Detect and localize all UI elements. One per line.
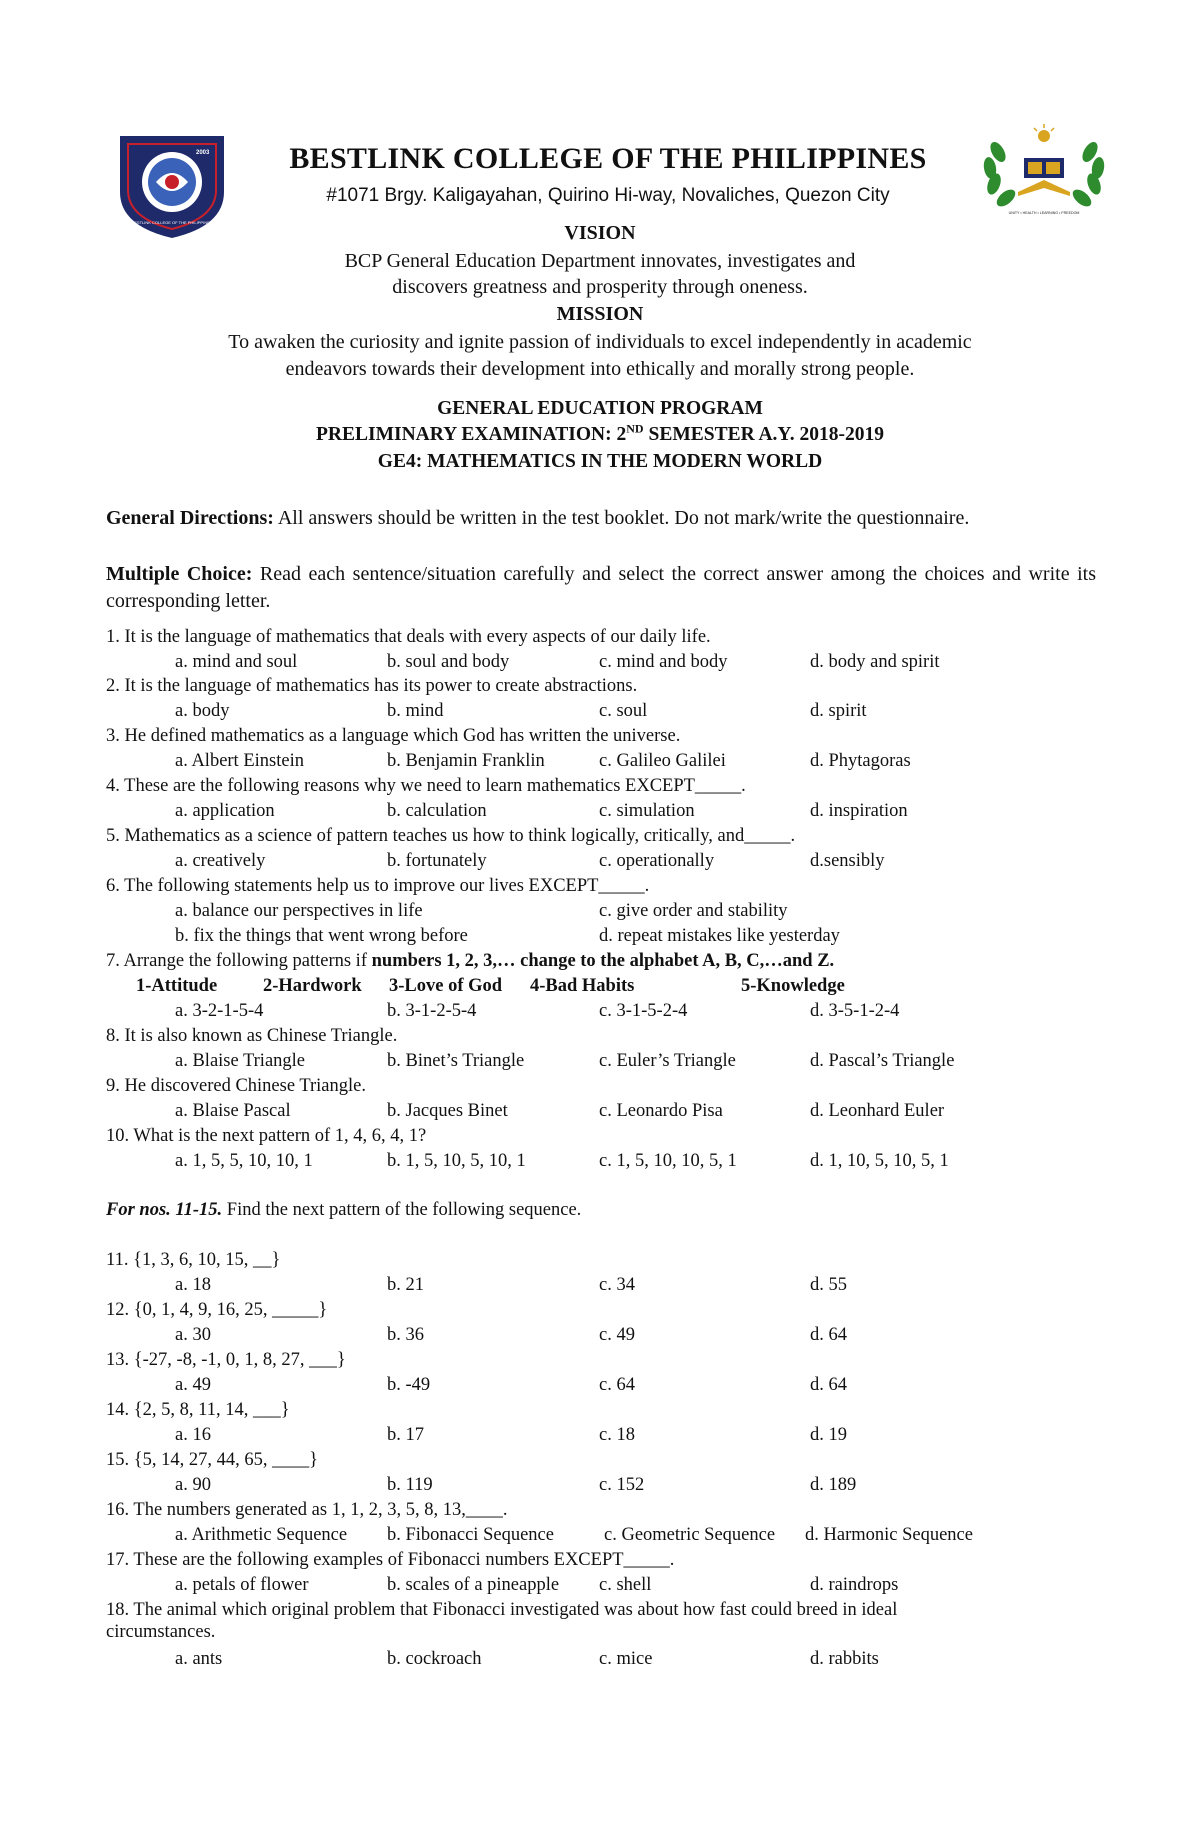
q8-option-a: a. Blaise Triangle	[175, 1051, 306, 1071]
q9-option-c: c. Leonardo Pisa	[599, 1101, 723, 1121]
q6-option-d: d. repeat mistakes like yesterday	[599, 926, 840, 946]
general-directions: General Directions: All answers should be written in the test booklet. Do not mark/write the questionnaire.	[106, 507, 970, 529]
question-17: 17. These are the following examples of Fibonacci numbers EXCEPT_____.	[106, 1550, 675, 1570]
q7-option-a: a. 3-2-1-5-4	[175, 1001, 264, 1021]
q1-option-a: a. mind and soul	[175, 652, 298, 672]
q4-option-d: d. inspiration	[810, 801, 908, 821]
pattern-2: 2-Hardwork	[263, 976, 362, 996]
q17-option-c: c. shell	[599, 1575, 652, 1595]
q11-option-c: c. 34	[599, 1275, 635, 1295]
question-8: 8. It is also known as Chinese Triangle.	[106, 1026, 398, 1046]
department-seal-logo	[974, 122, 1114, 218]
q5-option-b: b. fortunately	[387, 851, 487, 871]
q2-option-c: c. soul	[599, 701, 648, 721]
q11-option-a: a. 18	[175, 1275, 211, 1295]
q8-option-c: c. Euler’s Triangle	[599, 1051, 736, 1071]
q1-option-d: d. body and spirit	[810, 652, 940, 672]
q14-option-d: d. 19	[810, 1425, 847, 1445]
question-18-continued: circumstances.	[106, 1622, 216, 1642]
pattern-3: 3-Love of God	[389, 976, 503, 996]
pattern-4: 4-Bad Habits	[530, 976, 635, 996]
q5-option-d: d.sensibly	[810, 851, 885, 871]
q12-option-d: d. 64	[810, 1325, 847, 1345]
q13-option-b: b. -49	[387, 1375, 431, 1395]
question-2: 2. It is the language of mathematics has its power to create abstractions.	[106, 676, 638, 696]
mission-title: MISSION	[556, 303, 644, 325]
q4-option-a: a. application	[175, 801, 275, 821]
q2-option-a: a. body	[175, 701, 230, 721]
vision-line-1: BCP General Education Department innovates, investigates and	[344, 250, 856, 272]
q14-option-c: c. 18	[599, 1425, 635, 1445]
q3-option-c: c. Galileo Galilei	[599, 751, 726, 771]
q11-option-d: d. 55	[810, 1275, 847, 1295]
q1-option-b: b. soul and body	[387, 652, 510, 672]
q10-option-d: d. 1, 10, 5, 10, 5, 1	[810, 1151, 949, 1171]
question-11: 11. {1, 3, 6, 10, 15, __}	[106, 1250, 281, 1270]
q16-option-d: d. Harmonic Sequence	[805, 1525, 973, 1545]
exam-title: PRELIMINARY EXAMINATION: 2ND SEMESTER A.Y. 2018-2019	[316, 421, 884, 445]
q15-option-d: d. 189	[810, 1475, 857, 1495]
question-9: 9. He discovered Chinese Triangle.	[106, 1076, 366, 1096]
q15-option-c: c. 152	[599, 1475, 645, 1495]
vision-line-2: discovers greatness and prosperity through oneness.	[392, 276, 808, 298]
q13-option-c: c. 64	[599, 1375, 635, 1395]
q7-option-b: b. 3-1-2-5-4	[387, 1001, 477, 1021]
q12-option-a: a. 30	[175, 1325, 211, 1345]
question-6: 6. The following statements help us to improve our lives EXCEPT_____.	[106, 876, 650, 896]
q3-option-d: d. Phytagoras	[810, 751, 911, 771]
q14-option-b: b. 17	[387, 1425, 424, 1445]
question-14: 14. {2, 5, 8, 11, 14, ___}	[106, 1400, 290, 1420]
svg-text:UNITY • HEALTH • LEARNING • FR: UNITY • HEALTH • LEARNING • FREEDOM	[1008, 211, 1080, 215]
q6-option-a: a. balance our perspectives in life	[175, 901, 423, 921]
q12-option-c: c. 49	[599, 1325, 635, 1345]
q8-option-d: d. Pascal’s Triangle	[810, 1051, 955, 1071]
q6-option-c: c. give order and stability	[599, 901, 788, 921]
q14-option-a: a. 16	[175, 1425, 211, 1445]
q18-option-a: a. ants	[175, 1649, 223, 1669]
q15-option-a: a. 90	[175, 1475, 211, 1495]
q16-option-c: c. Geometric Sequence	[604, 1525, 776, 1545]
question-4: 4. These are the following reasons why we need to learn mathematics EXCEPT_____.	[106, 776, 746, 796]
college-address: #1071 Brgy. Kaligayahan, Quirino Hi-way, Novaliches, Quezon City	[326, 185, 890, 206]
q9-option-b: b. Jacques Binet	[387, 1101, 508, 1121]
q4-option-c: c. simulation	[599, 801, 695, 821]
mission-line-2: endeavors towards their development into ethically and morally strong people.	[285, 358, 915, 380]
question-15: 15. {5, 14, 27, 44, 65, ____}	[106, 1450, 319, 1470]
q15-option-b: b. 119	[387, 1475, 433, 1495]
q16-option-b: b. Fibonacci Sequence	[387, 1525, 554, 1545]
question-5: 5. Mathematics as a science of pattern teaches us how to think logically, critically, and_____.	[106, 826, 796, 846]
q3-option-a: a. Albert Einstein	[175, 751, 304, 771]
q13-option-a: a. 49	[175, 1375, 211, 1395]
program-title: GENERAL EDUCATION PROGRAM	[437, 398, 763, 419]
q9-option-a: a. Blaise Pascal	[175, 1101, 291, 1121]
pattern-1: 1-Attitude	[136, 976, 218, 996]
q5-option-c: c. operationally	[599, 851, 715, 871]
q10-option-b: b. 1, 5, 10, 5, 10, 1	[387, 1151, 526, 1171]
question-3: 3. He defined mathematics as a language which God has written the universe.	[106, 726, 681, 746]
svg-text:BESTLINK COLLEGE OF THE PHILIP: BESTLINK COLLEGE OF THE PHILIPPINES	[131, 220, 213, 225]
q17-option-d: d. raindrops	[810, 1575, 899, 1595]
multiple-choice-directions: Multiple Choice: Read each sentence/situation carefully and select the correct answer among the choices and write its corresponding letter.	[106, 563, 1096, 612]
q5-option-a: a. creatively	[175, 851, 266, 871]
question-12: 12. {0, 1, 4, 9, 16, 25, _____}	[106, 1300, 328, 1320]
question-13: 13. {-27, -8, -1, 0, 1, 8, 27, ___}	[106, 1350, 346, 1370]
question-7: 7. Arrange the following patterns if numbers 1, 2, 3,… change to the alphabet A, B, C,…and Z.	[106, 951, 835, 971]
section-instruction: For nos. 11-15. Find the next pattern of the following sequence.	[106, 1200, 582, 1220]
course-title: GE4: MATHEMATICS IN THE MODERN WORLD	[377, 451, 823, 472]
q18-option-b: b. cockroach	[387, 1649, 482, 1669]
college-name: BESTLINK COLLEGE OF THE PHILIPPINES	[289, 142, 927, 175]
q18-option-d: d. rabbits	[810, 1649, 879, 1669]
q2-option-b: b. mind	[387, 701, 444, 721]
q10-option-a: a. 1, 5, 5, 10, 10, 1	[175, 1151, 313, 1171]
q11-option-b: b. 21	[387, 1275, 424, 1295]
q17-option-b: b. scales of a pineapple	[387, 1575, 560, 1595]
q6-option-b: b. fix the things that went wrong before	[175, 926, 468, 946]
mission-line-1: To awaken the curiosity and ignite passion of individuals to excel independently in academic	[228, 331, 972, 353]
q4-option-b: b. calculation	[387, 801, 487, 821]
question-10: 10. What is the next pattern of 1, 4, 6, 4, 1?	[106, 1126, 427, 1146]
q7-option-c: c. 3-1-5-2-4	[599, 1001, 688, 1021]
q9-option-d: d. Leonhard Euler	[810, 1101, 945, 1121]
pattern-5: 5-Knowledge	[741, 976, 845, 996]
q1-option-c: c. mind and body	[599, 652, 728, 672]
q18-option-c: c. mice	[599, 1649, 653, 1669]
question-1: 1. It is the language of mathematics that deals with every aspects of our daily life.	[106, 627, 711, 647]
q8-option-b: b. Binet’s Triangle	[387, 1051, 525, 1071]
q16-option-a: a. Arithmetic Sequence	[175, 1525, 348, 1545]
q12-option-b: b. 36	[387, 1325, 424, 1345]
q13-option-d: d. 64	[810, 1375, 847, 1395]
q2-option-d: d. spirit	[810, 701, 867, 721]
question-18: 18. The animal which original problem that Fibonacci investigated was about how fast could breed in ideal	[106, 1600, 898, 1620]
q3-option-b: b. Benjamin Franklin	[387, 751, 545, 771]
q10-option-c: c. 1, 5, 10, 10, 5, 1	[599, 1151, 737, 1171]
q7-option-d: d. 3-5-1-2-4	[810, 1001, 900, 1021]
question-16: 16. The numbers generated as 1, 1, 2, 3, 5, 8, 13,____.	[106, 1500, 508, 1520]
svg-text:2003: 2003	[196, 150, 210, 156]
vision-title: VISION	[564, 222, 636, 244]
q17-option-a: a. petals of flower	[175, 1575, 309, 1595]
